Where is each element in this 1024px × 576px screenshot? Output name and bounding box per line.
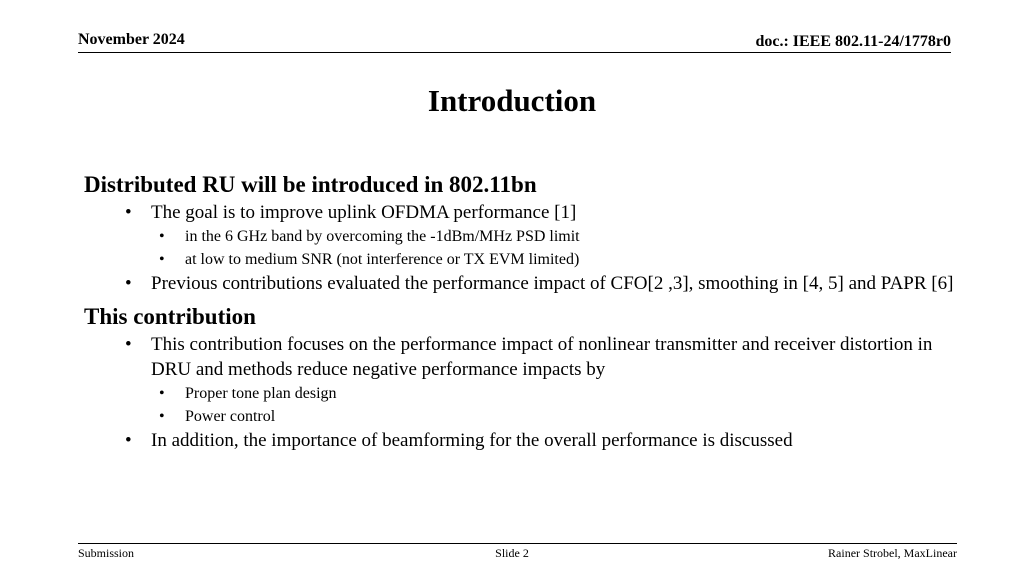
header-date: November 2024: [78, 31, 185, 48]
bullet-text: Proper tone plan design: [185, 385, 337, 402]
bullet-beamforming: [84, 428, 954, 453]
section-heading-this-contribution: This contribution: [84, 304, 256, 329]
bullet-previous-contributions: [84, 271, 954, 296]
section-heading-distributed-ru: Distributed RU will be introduced in 802.11bn: [84, 172, 537, 197]
footer-author: Rainer Strobel, MaxLinear: [828, 546, 957, 560]
bullet-dot: •: [159, 408, 165, 425]
sub-bullet-snr: [84, 248, 954, 271]
slide-body: [84, 170, 954, 453]
footer-slide-number: Slide 2: [495, 546, 529, 560]
bullet-dot: •: [159, 251, 165, 268]
bullet-dot: •: [159, 385, 165, 402]
footer-submission: Submission: [78, 546, 135, 560]
bullet-text: The goal is to improve uplink OFDMA performance [1]: [151, 202, 577, 223]
bullet-text: at low to medium SNR (not interference or TX EVM limited): [185, 251, 580, 268]
bullet-text: Power control: [185, 408, 276, 425]
bullet-text: in the 6 GHz band by overcoming the -1dBm/MHz PSD limit: [185, 228, 580, 245]
sub-bullet-6ghz: [84, 225, 954, 248]
bullet-dot: •: [159, 228, 165, 245]
bullet-goal: [84, 200, 954, 225]
bullet-dot: •: [125, 202, 132, 223]
bullet-dot: •: [125, 334, 132, 355]
slide-title: Introduction: [427, 83, 597, 118]
bullet-text: In addition, the importance of beamforming for the overall performance is discussed: [151, 430, 793, 451]
bullet-focus: [84, 332, 954, 382]
bullet-text: This contribution focuses on the performance impact of nonlinear transmitter and receiver distortion in DRU and methods reduce negative performance impacts by: [151, 334, 933, 380]
bullet-dot: •: [125, 273, 132, 294]
sub-bullet-tone-plan: [84, 382, 954, 405]
sub-bullet-power-control: [84, 405, 954, 428]
header-doc-id: doc.: IEEE 802.11-24/1778r0: [755, 33, 951, 50]
header-rule: [78, 52, 951, 53]
bullet-text: Previous contributions evaluated the performance impact of CFO[2 ,3], smoothing in [4, 5] and PAPR [6]: [151, 273, 954, 294]
footer-rule: [78, 543, 957, 544]
bullet-dot: •: [125, 430, 132, 451]
